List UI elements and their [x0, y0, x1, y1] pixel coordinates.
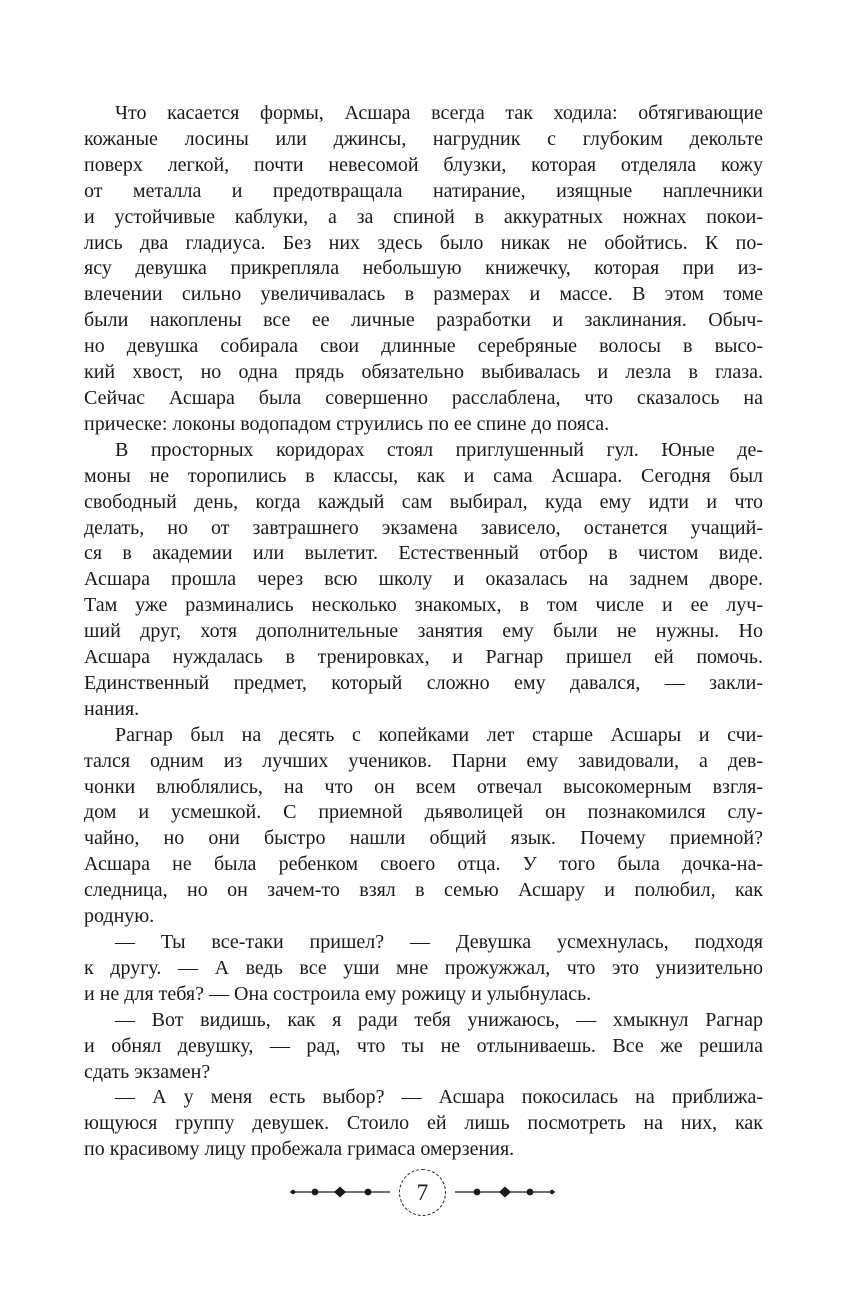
text-line: В просторных коридорах стоял приглушенный гул. Юные де-: [115, 438, 763, 461]
ornament-left-icon: [288, 1186, 392, 1198]
ornament-right-icon: [453, 1186, 557, 1198]
paragraph: [84, 930, 763, 1008]
text-line: делать, но от завтрашнего экзамена зависело, останется учащий-: [84, 516, 763, 539]
text-line: Асшара нуждалась в тренировках, и Рагнар пришел ей помочь.: [84, 646, 763, 669]
text-line: поверх легкой, почти невесомой блузки, которая отделяла кожу: [84, 153, 763, 176]
text-line: по красивому лицу пробежала гримаса омерзения.: [84, 1138, 515, 1161]
text-line: влечении сильно увеличивалась в размерах и массе. В этом томе: [84, 283, 763, 306]
page-number-circle: [399, 1169, 446, 1216]
text-line: свободный день, когда каждый сам выбирал, куда ему идти и что: [84, 490, 763, 513]
page-number: 7: [416, 1179, 429, 1205]
text-line: Единственный предмет, который сложно ему давался, — закли-: [84, 671, 763, 694]
page-footer: [0, 1166, 845, 1218]
text-line: к другу. — А ведь все уши мне прожужжал, что это унизительно: [84, 956, 763, 979]
text-line: ся в академии или вылетит. Естественный отбор в чистом виде.: [84, 542, 763, 565]
text-line: Рагнар был на десять с копейками лет старше Асшары и счи-: [115, 723, 763, 746]
text-line: дом и усмешкой. С приемной дьяволицей он познакомился слу-: [84, 801, 763, 824]
text-line: и не для тебя? — Она состроила ему рожицу и улыбнулась.: [84, 982, 592, 1005]
text-line: следница, но он зачем-то взял в семью Асшару и полюбил, как: [84, 879, 763, 902]
text-line: и устойчивые каблуки, а за спиной в аккуратных ножнах покои-: [84, 205, 763, 228]
text-line: Сейчас Асшара была совершенно расслаблена, что сказалось на: [84, 386, 763, 409]
paragraph: [84, 723, 763, 930]
text-line: прическе: локоны водопадом струились по ее спине до пояса.: [84, 412, 610, 435]
text-line: родную.: [84, 905, 155, 928]
text-line: ющуюся группу девушек. Стоило ей лишь посмотреть на них, как: [84, 1112, 763, 1135]
text-line: Асшара прошла через всю школу и оказалась на заднем дворе.: [84, 568, 763, 591]
text-line: ясу девушка прикрепляла небольшую книжечку, которая при из-: [84, 257, 763, 280]
text-line: Асшара не была ребенком своего отца. У того была дочка-на-: [84, 853, 763, 876]
text-line: тался одним из лучших учеников. Парни ему завидовали, а дев-: [84, 749, 763, 772]
text-line: моны не торопились в классы, как и сама Асшара. Сегодня был: [84, 464, 763, 487]
paragraph: [84, 1008, 763, 1086]
text-line: сдать экзамен?: [84, 1060, 211, 1083]
text-line: чонки влюблялись, на что он всем отвечал высокомерным взгля-: [84, 775, 763, 798]
text-line: кий хвост, но одна прядь обязательно выбивалась и лезла в глаза.: [84, 361, 763, 384]
text-line: — Вот видишь, как я ради тебя унижаюсь, — хмыкнул Рагнар: [115, 1008, 763, 1031]
text-line: от металла и предотвращала натирание, изящные наплечники: [84, 179, 763, 202]
text-line: чайно, но они быстро нашли общий язык. Почему приемной?: [84, 827, 763, 850]
text-line: — А у меня есть выбор? — Асшара покосилась на приближа-: [115, 1086, 763, 1109]
text-line: но девушка собирала свои длинные серебряные волосы в высо-: [84, 335, 763, 358]
paragraph: [84, 438, 763, 723]
text-line: кожаные лосины или джинсы, нагрудник с глубоким декольте: [84, 127, 763, 150]
text-line: — Ты все-таки пришел? — Девушка усмехнулась, подходя: [115, 931, 763, 953]
paragraph: [84, 1085, 763, 1163]
text-line: нания.: [84, 697, 140, 720]
text-line: ший друг, хотя дополнительные занятия ему были не нужны. Но: [84, 620, 763, 643]
text-line: лись два гладиуса. Без них здесь было никак не обойтись. К по-: [84, 231, 763, 254]
paragraph: [84, 101, 763, 438]
text-line: и обнял девушку, — рад, что ты не отлыниваешь. Все же решила: [84, 1034, 763, 1057]
page-text: [84, 101, 763, 1163]
text-line: Что касается формы, Асшара всегда так ходила: обтягивающие: [115, 102, 763, 124]
text-line: были накоплены все ее личные разработки и заклинания. Обыч-: [84, 309, 763, 332]
text-line: Там уже разминались несколько знакомых, в том числе и ее луч-: [84, 594, 763, 617]
